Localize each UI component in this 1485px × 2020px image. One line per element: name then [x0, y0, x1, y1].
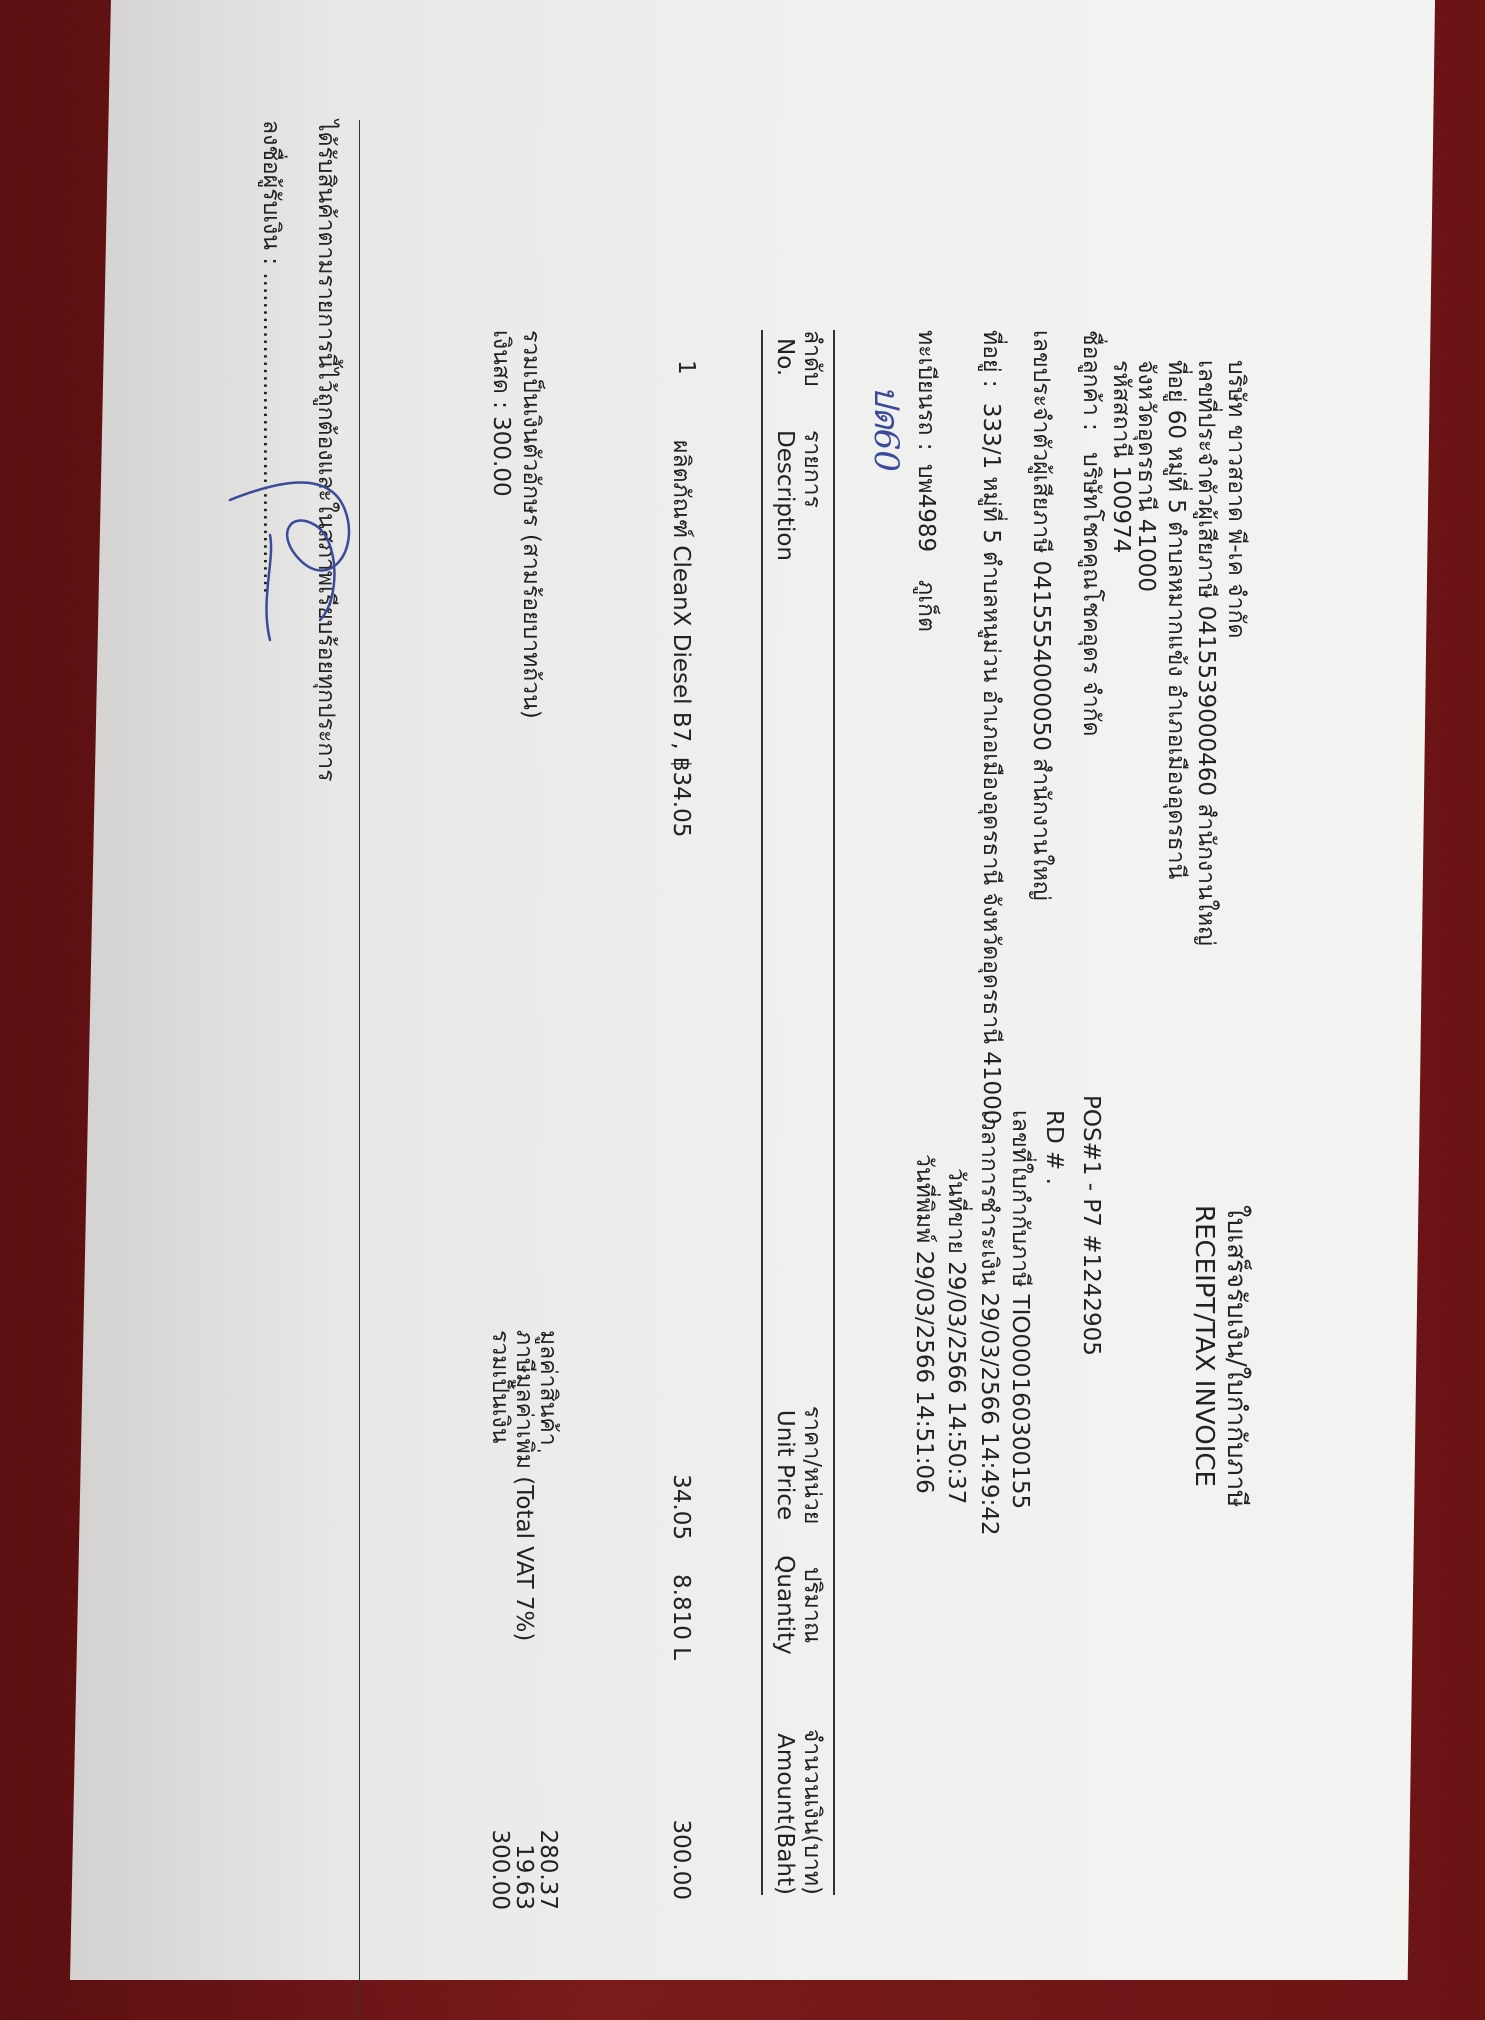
signature-scribble — [220, 440, 370, 660]
table-top-rule — [833, 330, 835, 1895]
seller-tax-id: เลขที่ประจำตัวผู้เสียภาษี 0415539000460 สำนักงานใหญ่ — [1193, 360, 1219, 946]
total-in-words: รวมเป็นเงินตัวอักษร (สามร้อยบาทถ้วน) — [518, 330, 544, 719]
customer-name-label: ชื่อลูกค้า : — [1078, 330, 1104, 431]
vat-amount: 19.63 — [511, 1844, 537, 1910]
row-no: 1 — [673, 360, 699, 375]
invoice-title-th: ใบเสร็จรับเงิน/ใบกำกับภาษี — [1221, 1205, 1251, 1508]
seller-name: บริษัท ขาวสอาด พี-เค จำกัด — [1223, 360, 1249, 639]
print-date-label: วันที่พิมพ์ — [911, 1154, 937, 1244]
customer-tax-id: เลขประจำตัวผู้เสียภาษี 0415554000050 สำนักงานใหญ่ — [1028, 330, 1054, 901]
header-quantity: ปริมาณ Quantity — [772, 1555, 825, 1655]
customer-address: 333/1 หมู่ที่ 5 ตำบลหนูม่วน อำเภอเมืองอุดรธานี จังหวัดอุดรธานี 41000 — [978, 402, 1004, 1125]
seller-province: จังหวัดอุดรธานี 41000 — [1133, 360, 1159, 592]
rd-number: RD # . — [1041, 1110, 1067, 1185]
header-amount: จำนวนเงิน(บาท) Amount(Baht) — [772, 1728, 825, 1895]
plate-label: ทะเบียนรถ : — [913, 330, 939, 451]
pos-number: POS#1 - P7 #1242905 — [1078, 1095, 1104, 1356]
payment-time: 29/03/2566 14:49:42 — [976, 1292, 1002, 1536]
header-description: รายการ Description — [772, 430, 825, 561]
received-statement: ได้รับสินค้าตามรายการนี้ไว้ถูกต้องและในสภาพเรียบร้อยทุกประการ — [313, 120, 339, 782]
row-description: ผลิตภัณฑ์ CleanX Diesel B7, ฿34.05 — [668, 440, 694, 838]
row-unit-price: 34.05 — [668, 1474, 694, 1540]
invoice-title-en: RECEIPT/TAX INVOICE — [1189, 1205, 1219, 1487]
handwritten-note: ปด60 — [866, 385, 906, 472]
print-date: 29/03/2566 14:51:06 — [911, 1250, 937, 1494]
grand-total: 300.00 — [487, 1829, 513, 1910]
table-header-rule — [761, 330, 763, 1895]
header-no: ลำดับ No. — [772, 330, 825, 387]
goods-value-label: มูลค่าสินค้า — [535, 1330, 561, 1446]
plate-number: บพ4989 — [913, 463, 939, 553]
footer-rule — [359, 120, 360, 2020]
tax-invoice-no: TIO000160300155 — [1007, 1294, 1033, 1510]
cash-paid: เงินสด : 300.00 — [488, 330, 514, 497]
grand-total-label: รวมเป็นเงิน — [487, 1330, 513, 1444]
row-quantity: 8.810 L — [668, 1574, 694, 1660]
receipt — [100, 120, 1251, 2010]
vat-label: ภาษีมูลค่าเพิ่ม (Total VAT 7%) — [511, 1330, 537, 1642]
header-unit-price: ราคา/หน่วย Unit Price — [772, 1405, 825, 1525]
row-amount: 300.00 — [668, 1819, 694, 1900]
seller-branch: รหัสสถานี 100974 — [1108, 360, 1134, 554]
payment-time-label: เวลาการชำระเงิน — [976, 1110, 1002, 1286]
seller-address: ที่อยู่ 60 หมู่ที่ 5 ตำบลหมากแข้ง อำเภอเมืองอุดรธานี — [1163, 360, 1189, 880]
sale-date-label: วันที่ขาย — [943, 1168, 969, 1254]
plate-province: ภูเก็ต — [913, 580, 939, 632]
customer-name: บริษัทโชคคูณโชคอุดร จำกัด — [1078, 452, 1104, 737]
sale-date: 29/03/2566 14:50:37 — [943, 1261, 969, 1505]
goods-value: 280.37 — [535, 1829, 561, 1910]
customer-address-label: ที่อยู่ : — [978, 330, 1004, 388]
receiver-signature-line: ลงชื่อผู้รับเงิน : ............................................ — [258, 120, 284, 595]
tax-invoice-no-label: เลขที่ใบกำกับภาษี — [1007, 1110, 1033, 1288]
